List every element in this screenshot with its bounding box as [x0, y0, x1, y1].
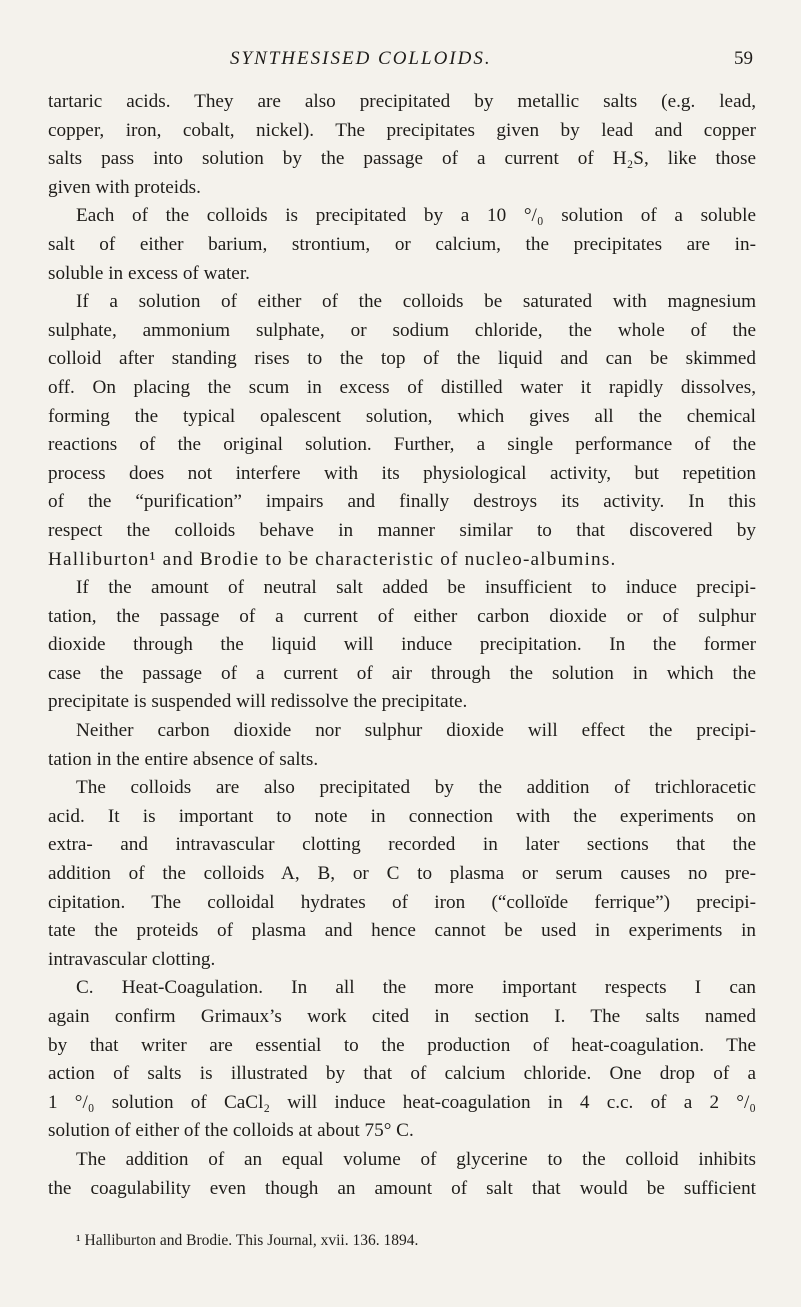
text-line: acid. It is important to note in connection with the experiments on	[48, 805, 756, 827]
text-line: by that writer are essential to the production of heat-coagulation. The	[48, 1034, 756, 1056]
text-line: The colloids are also precipitated by the addition of trichloracetic	[76, 777, 756, 799]
text-line: If a solution of either of the colloids be saturated with magnesium	[76, 291, 756, 313]
text-line: dioxide through the liquid will induce precipitation. In the former	[48, 634, 756, 656]
text-line: tation in the entire absence of salts.	[48, 748, 319, 770]
text-line: sulphate, ammonium sulphate, or sodium chloride, the whole of the	[48, 319, 756, 341]
text-line: given with proteids.	[48, 176, 201, 198]
text-line: the coagulability even though an amount of salt that would be sufficient	[48, 1177, 756, 1199]
text-line: 1 °/₀ solution of CaCl₂ will induce heat-coagulation in 4 c.c. of a 2 °/₀	[48, 1091, 756, 1113]
text-line: If the amount of neutral salt added be insufficient to induce precipi-	[76, 577, 756, 599]
running-title: SYNTHESISED COLLOIDS.	[230, 48, 492, 69]
text-line: again confirm Grimaux’s work cited in section I. The salts named	[48, 1006, 756, 1027]
text-line: precipitate is suspended will redissolve the precipitate.	[48, 691, 468, 713]
text-line: forming the typical opalescent solution, which gives all the chemical	[48, 405, 756, 427]
footnote: ¹ Halliburton and Brodie. This Journal, xvii. 136. 1894.	[76, 1232, 419, 1249]
text-line: soluble in excess of water.	[48, 262, 250, 284]
text-line: Each of the colloids is precipitated by a 10 °/₀ solution of a soluble	[76, 205, 756, 227]
body-text	[48, 88, 756, 1203]
page-number: 59	[734, 48, 753, 69]
text-line: salts pass into solution by the passage of a current of H₂S, like those	[48, 148, 756, 170]
text-line: Halliburton¹ and Brodie to be characteristic of nucleo-albumins.	[48, 548, 617, 570]
text-line: tartaric acids. They are also precipitated by metallic salts (e.g. lead,	[48, 91, 756, 112]
text-line: copper, iron, cobalt, nickel). The precipitates given by lead and copper	[48, 119, 756, 141]
text-line: Neither carbon dioxide nor sulphur dioxide will effect the precipi-	[76, 720, 756, 742]
text-line: intravascular clotting.	[48, 948, 216, 970]
text-line: colloid after standing rises to the top of the liquid and can be skimmed	[48, 348, 756, 370]
text-line: action of salts is illustrated by that of calcium chloride. One drop of a	[48, 1063, 756, 1085]
text-line: reactions of the original solution. Further, a single performance of the	[48, 434, 756, 456]
text-line: case the passage of a current of air through the solution in which the	[48, 662, 756, 684]
text-line: solution of either of the colloids at about 75° C.	[48, 1120, 414, 1142]
text-line: process does not interfere with its physiological activity, but repetition	[48, 462, 756, 484]
text-line: off. On placing the scum in excess of distilled water it rapidly dissolves,	[48, 376, 756, 398]
text-line: C. Heat-Coagulation. In all the more important respects I can	[76, 977, 756, 999]
text-line: of the “purification” impairs and finally destroys its activity. In this	[48, 491, 756, 513]
text-line: cipitation. The colloidal hydrates of iron (“colloïde ferrique”) precipi-	[48, 891, 756, 913]
text-line: tate the proteids of plasma and hence cannot be used in experiments in	[48, 920, 756, 942]
running-head	[0, 48, 801, 74]
text-line: The addition of an equal volume of glycerine to the colloid inhibits	[76, 1148, 756, 1170]
text-line: addition of the colloids A, B, or C to plasma or serum causes no pre-	[48, 863, 756, 885]
text-line: tation, the passage of a current of either carbon dioxide or of sulphur	[48, 605, 756, 627]
text-line: respect the colloids behave in manner similar to that discovered by	[48, 519, 756, 541]
text-line: salt of either barium, strontium, or calcium, the precipitates are in-	[48, 233, 756, 255]
text-line: extra- and intravascular clotting recorded in later sections that the	[48, 834, 756, 856]
